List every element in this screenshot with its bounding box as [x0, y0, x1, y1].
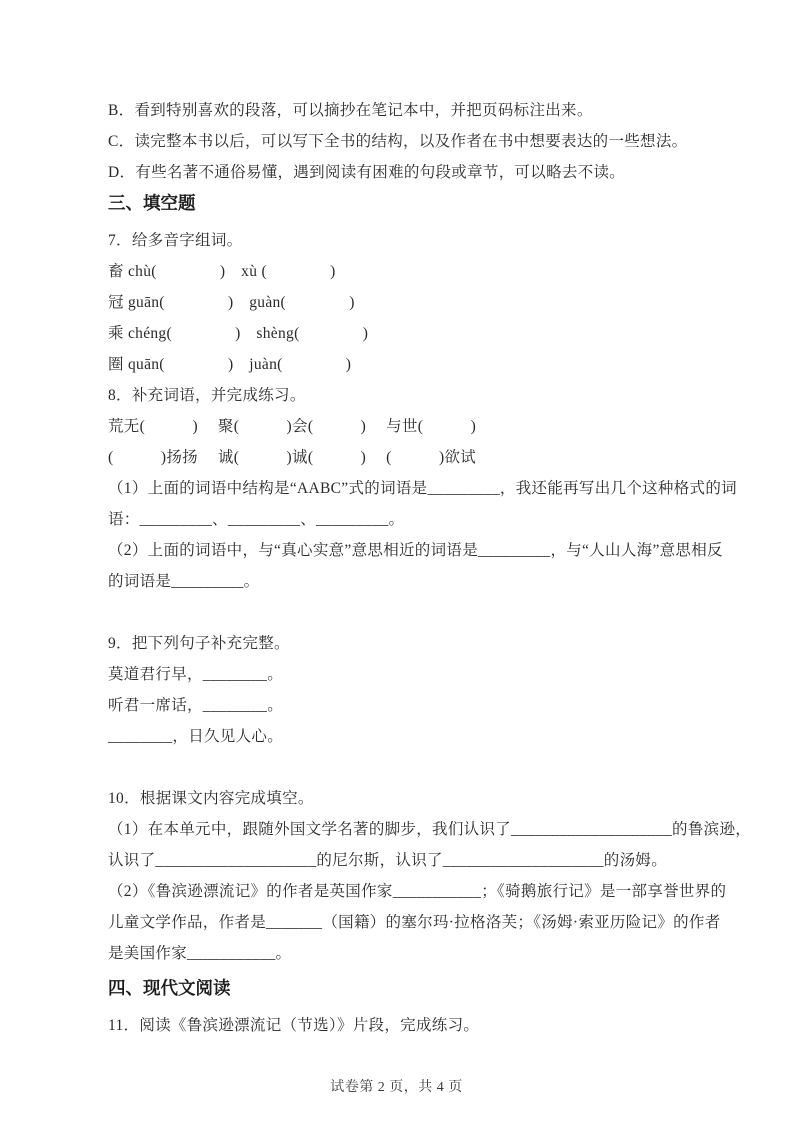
option-d: D．有些名著不通俗易懂，遇到阅读有困难的句段或章节，可以略去不读。 — [108, 164, 626, 181]
blank-line — [108, 597, 718, 628]
q8-word-row-2: ( )扬扬 诚( )诚( ) ( )欲试 — [108, 449, 477, 466]
q10-sub1-line-2: 认识了____________________的尼尔斯，认识了____________________的汤姆。 — [108, 852, 668, 869]
q7-row-cheng: 乘 chéng( ) shèng( ) — [108, 325, 369, 342]
q10-sub1-line-1: （1）在本单元中，跟随外国文学名著的脚步，我们认识了____________________的鲁滨逊， — [108, 821, 752, 838]
q7-row-quan: 圈 quān( ) juàn( ) — [108, 356, 352, 373]
q10-sub2-line-2: 儿童文学作品，作者是_______（国籍）的塞尔玛·拉格洛芙；《汤姆·索亚历险记》的作者 — [108, 914, 721, 931]
q9-line-2: 听君一席话，________。 — [108, 697, 284, 714]
q10-sub2-line-1: （2）《鲁滨逊漂流记》的作者是英国作家___________；《骑鹅旅行记》是一部享誉世界的 — [108, 883, 727, 900]
option-b: B．看到特别喜欢的段落，可以摘抄在笔记本中，并把页码标注出来。 — [108, 102, 593, 119]
blank-line — [108, 752, 718, 783]
q8-word-row-1: 荒无( ) 聚( )会( ) 与世( ) — [108, 418, 477, 435]
q10-stem: 10．根据课文内容完成填空。 — [108, 790, 314, 807]
q8-sub1-line-1: （1）上面的词语中结构是“AABC”式的词语是_________，我还能再写出几个这种格式的词 — [108, 480, 737, 497]
page-footer: 试卷第 2 页，共 4 页 — [330, 1080, 463, 1095]
q8-stem: 8．补充词语，并完成练习。 — [108, 387, 306, 404]
option-c: C．读完整本书以后，可以写下全书的结构，以及作者在书中想要表达的一些想法。 — [108, 133, 688, 150]
q9-line-3: ________，日久见人心。 — [108, 728, 284, 745]
section-heading-modern-reading: 四、现代文阅读 — [108, 978, 231, 998]
section-heading-fill-in-blanks: 三、填空题 — [108, 193, 196, 213]
q7-row-chu: 畜 chù( ) xù ( ) — [108, 263, 336, 280]
q7-stem: 7．给多音字组词。 — [108, 232, 243, 249]
q8-sub2-line-1: （2）上面的词语中，与“真心实意”意思相近的词语是_________，与“人山人海”意思相反 — [108, 542, 723, 559]
q9-line-1: 莫道君行早，________。 — [108, 666, 284, 683]
page-content — [108, 95, 752, 1041]
q10-sub2-line-3: 是美国作家___________。 — [108, 945, 292, 962]
q11-stem: 11．阅读《鲁滨逊漂流记（节选）》片段，完成练习。 — [108, 1017, 480, 1034]
q7-row-guan: 冠 guān( ) guàn( ) — [108, 294, 355, 311]
q8-sub2-line-2: 的词语是_________。 — [108, 573, 260, 590]
q8-sub1-line-2: 语：_________、_________、_________。 — [108, 511, 405, 528]
q9-stem: 9．把下列句子补充完整。 — [108, 635, 290, 652]
